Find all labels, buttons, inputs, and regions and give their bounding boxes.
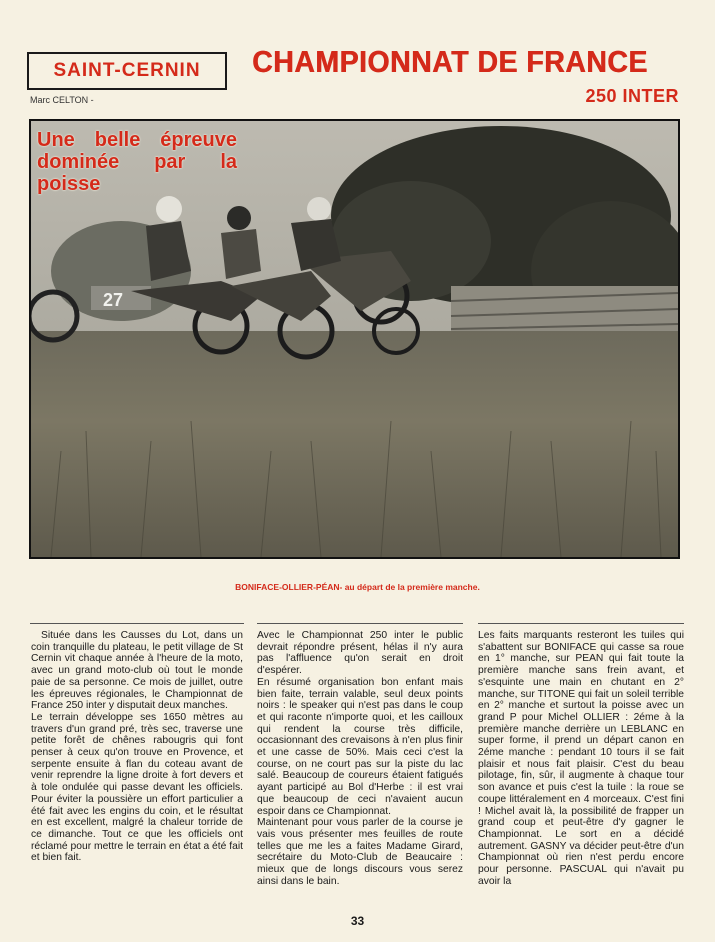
article-title: CHAMPIONNAT DE FRANCE bbox=[252, 44, 648, 79]
text-column-1 bbox=[31, 630, 243, 864]
headline-line: Une belle épreuve bbox=[37, 129, 237, 151]
headline-line: poisse bbox=[37, 173, 101, 195]
bike-number: 27 bbox=[103, 290, 124, 310]
grass-field bbox=[31, 331, 678, 557]
riders bbox=[146, 196, 341, 281]
race-photo bbox=[29, 119, 680, 559]
author-byline: Marc CELTON - bbox=[30, 95, 94, 105]
photo-caption: BONIFACE-OLLIER-PÉAN- au départ de la première manche. bbox=[235, 582, 480, 592]
paragraph: Située dans les Causses du Lot, dans un coin tranquille du plateau, le petit village de St Cernin vit chaque année à l'heure de la moto, avec un grand moto-club où tout le monde paie de sa personne. Ce mois de juillet, outre les épreuves régionales, le Championnat de France 250 inter y disputait deux manches. bbox=[31, 630, 243, 712]
column-divider bbox=[30, 623, 244, 624]
location-label: SAINT-CERNIN bbox=[53, 60, 201, 81]
paragraph: Maintenant pour vous parler de la course je vais vous présenter mes feuilles de route telles que me les a faites Madame Girard, secrétaire du Moto-Club de Beaucaire : mieux que de longs discours vous serez ainsi dans le bain. bbox=[257, 817, 463, 887]
text-column-2 bbox=[257, 630, 463, 887]
headline-line: dominée par la bbox=[37, 151, 237, 173]
paragraph: En résumé organisation bon enfant mais bien faite, terrain valable, seul deux points noirs : le speaker qui n'est pas dans le coup et qui raconte n'importe quoi, et les cailloux qui rendent la course très difficile, occasionnant des crevaisons à n'en plus finir et une casse de 50%. Mais ceci c'est la course, on ne court pas sur la piste du lac salé. Beaucoup de coureurs étaient fatigués ayant participé au Bol d'Herbe : il est vrai que beaucoup de ceci n'avaient aucun espoir dans ce Championnat. bbox=[257, 676, 463, 817]
paragraph: Les faits marquants resteront les tuiles qui s'abattent sur BONIFACE qui casse sa roue en 1° manche, sur PEAN qui fait toute la première manche sans frein avant, et s'esquinte une main en chutant en 2° manche, sur TITONE qui fait un soleil terrible en 2° manche et surtout la poisse avec un grand P pour Michel OLLIER : 2éme à la première manche derrière un LEBLANC en super forme, il prend un départ canon en 2éme manche : pendant 10 tours il se fait plaisir et nous fait plaisir. C'est du beau pilotage, fin, sûr, il augmente à chaque tour son avance et puis c'est la tuile : la roue se coupe littéralement en 4 morceaux. C'est fini ! Michel avait là, la possibilité de frapper un grand coup et peut-être d'y gagner le Championnat. Le sort en a décidé autrement. GASNY va décider peut-être d'un Championnat où rien n'est perdu encore pour personne. PASCUAL qui n'avait pu avoir la bbox=[478, 630, 684, 887]
page-number: 33 bbox=[350, 914, 365, 928]
photo-headline bbox=[37, 129, 237, 195]
column-divider bbox=[257, 623, 463, 624]
paragraph: Avec le Championnat 250 inter le public devrait répondre présent, hélas il n'y aura pas l'affluence qu'on serait en droit d'espérer. bbox=[257, 630, 463, 677]
article-subtitle: 250 INTER bbox=[585, 86, 679, 106]
column-divider bbox=[478, 623, 684, 624]
text-column-3 bbox=[478, 630, 684, 887]
location-box bbox=[27, 52, 227, 90]
paragraph: Le terrain développe ses 1650 mètres au travers d'un grand pré, très sec, traverse une petite forêt de chênes rabougris qui font penser à ceux qu'on trouve en Provence, et serpente ensuite à flan du coteau avant de venir reprendre la ligne droite à fort devers et à tole ondulée qui passe devant les officiels. Pour éviter la poussière un effort particulier a été fait avec les engins du coin, et le résultat en est excellent, malgré la chaleur torride de ce dimanche. Tout ce que les officiels ont réclamé pour mettre le terrain en état a été fait et bien fait. bbox=[31, 711, 243, 864]
